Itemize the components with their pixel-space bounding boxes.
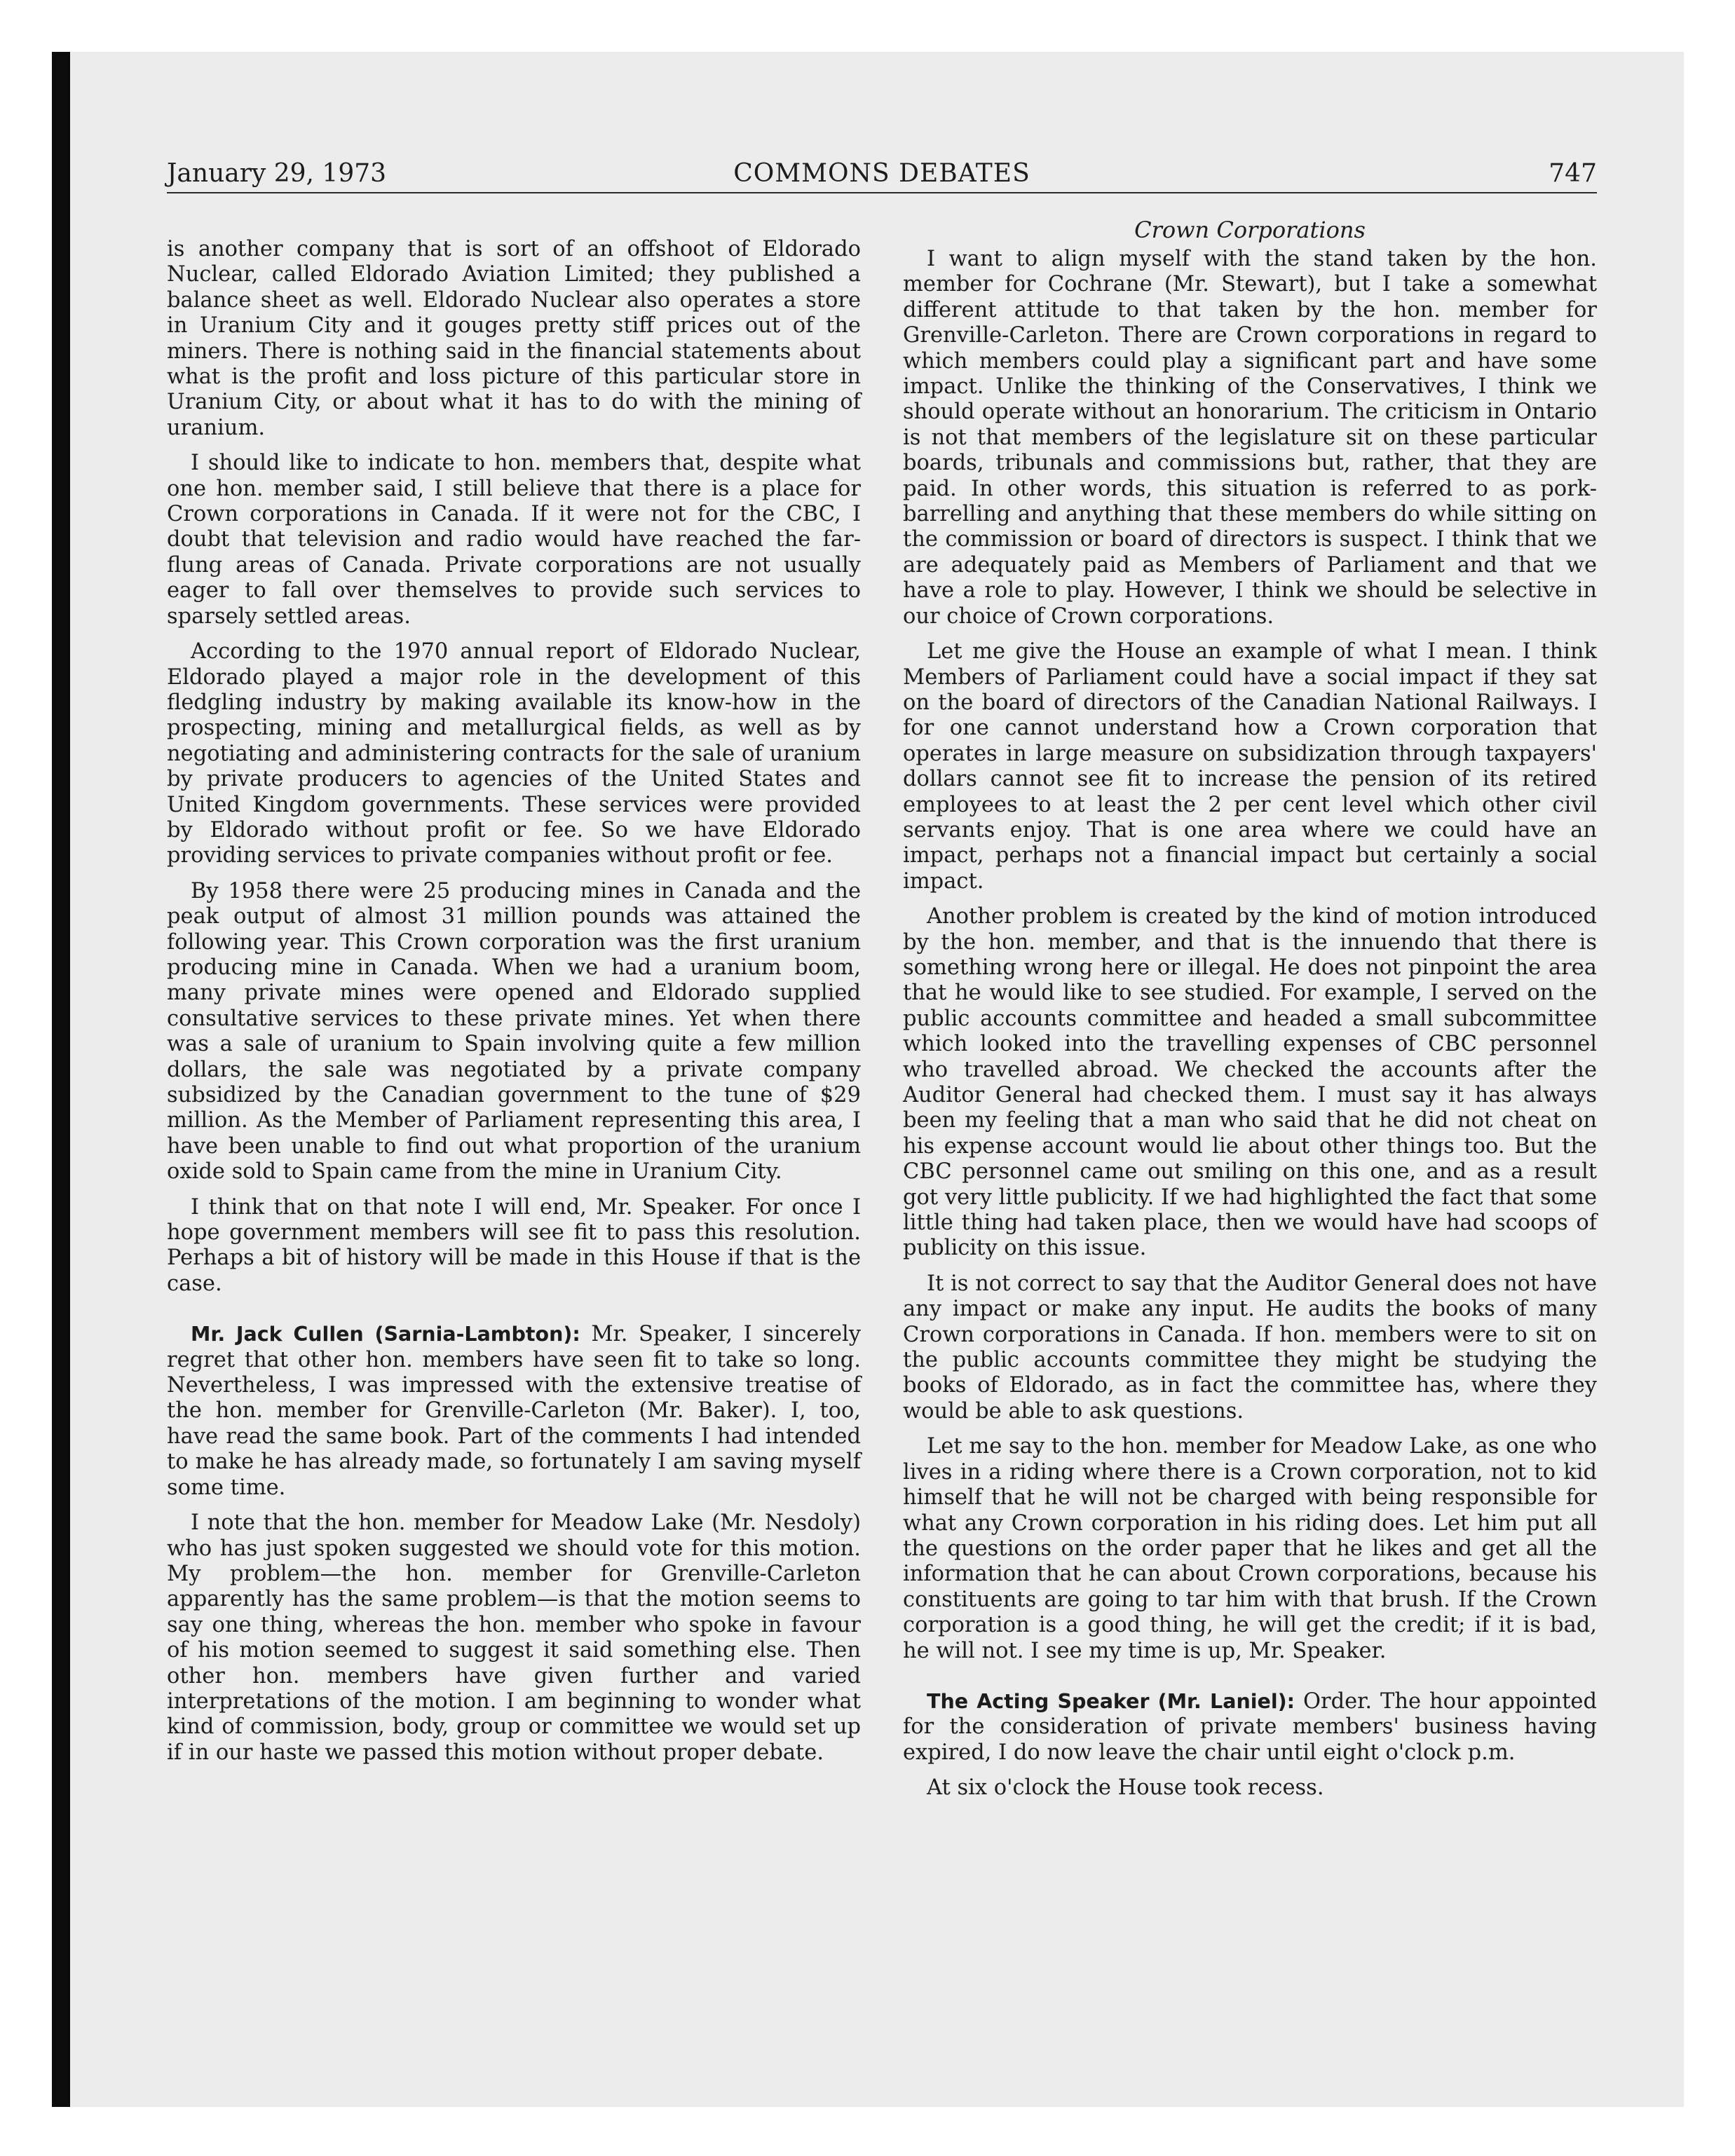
right-column (903, 216, 1597, 1811)
spacer (903, 1674, 1597, 1689)
speaker-name: The Acting Speaker (Mr. Laniel): (927, 1689, 1295, 1713)
speech-paragraph (903, 1689, 1597, 1766)
paragraph: Another problem is created by the kind of motion introduced by the hon. member, and that is the innuendo that there is something wrong here or illegal. He does not pinpoint the area that he would like to see studied. For example, I served on the public accounts committee and headed a small subcommittee which looked into the travelling expenses of CBC personnel who travelled abroad. We checked the accounts after the Auditor General had checked them. I must say it has always been my feeling that a man who said that he did not cheat on his expense account would lie about other things too. But the CBC personnel came out smiling on this one, and as a result got very little publicity. If we had highlighted the fact that some little thing had taken place, then we would have had scoops of publicity on this issue. (903, 904, 1597, 1261)
paragraph: It is not correct to say that the Auditor General does not have any impact or make any input. He audits the books of many Crown corporations in Canada. If hon. members were to sit on the public accounts committee they might be studying the books of Eldorado, as in fact the committee has, where they would be able to ask questions. (903, 1271, 1598, 1424)
header-title: COMMONS DEBATES (733, 159, 1030, 188)
paragraph: I should like to indicate to hon. members that, despite what one hon. member said, I still believe that there is a place for Crown corporations in Canada. If it were not for the CBC, I doubt that television and radio would have reached the far-flung areas of Canada. Private corporations are not usually eager to fall over themselves to provide such services to sparsely settled areas. (167, 451, 861, 629)
paragraph: By 1958 there were 25 producing mines in Canada and the peak output of almost 31 million pounds was attained the following year. This Crown corporation was the first uranium producing mine in Canada. When we had a uranium boom, many private mines were opened and Eldorado supplied consultative services to these private mines. Yet when there was a sale of uranium to Spain involving quite a few million dollars, the sale was negotiated by a private company subsidized by the Canadian government to the tune of $29 million. As the Member of Parliament representing this area, I have been unable to find out what proportion of the uranium oxide sold to Spain came from the mine in Uranium City. (167, 878, 861, 1185)
paragraph: Let me give the House an example of what I mean. I think Members of Parliament could have a social impact if they sat on the board of directors of the Canadian National Railways. I for one cannot understand how a Crown corporation that operates in large measure on subsidization through taxpayers' dollars cannot see fit to increase the pension of its retired employees to at least the 2 per cent level which other civil servants enjoy. That is one area where we could have an impact, perhaps not a financial impact but certainly a social impact. (903, 639, 1597, 894)
scan-binding-edge (52, 52, 70, 2107)
section-title: Crown Corporations (1134, 217, 1366, 243)
paragraph: I think that on that note I will end, Mr. Speaker. For once I hope government members will see fit to pass this resolution. Perhaps a bit of history will be made in this House if that is the case. (167, 1194, 861, 1296)
document-page (167, 160, 1597, 1996)
speech-text: Order. The hour appointed for the consideration of private members' business having expired, I do now leave the chair until eight o'clock p.m. (903, 1688, 1597, 1765)
page-number: 747 (1549, 159, 1597, 188)
spacer (167, 1306, 861, 1322)
left-column (167, 237, 861, 1775)
recess-line: At six o'clock the House took recess. (927, 1775, 1324, 1801)
page-header (167, 160, 1597, 193)
speaker-name: Mr. Jack Cullen (Sarnia-Lambton): (191, 1323, 580, 1346)
paragraph: is another company that is sort of an offshoot of Eldorado Nuclear, called Eldorado Aviation Limited; they published a balance sheet as well. Eldorado Nuclear also operates a store in Uranium City and it gouges pretty stiff prices out of the miners. There is nothing said in the financial statements about what is the profit and loss picture of this particular store in Uranium City, or about what it has to do with the mining of uranium. (167, 237, 861, 440)
paragraph: According to the 1970 annual report of Eldorado Nuclear, Eldorado played a major role in the development of this fledgling industry by making available its know-how in the prospecting, mining and metallurgical fields, as well as by negotiating and administering contracts for the sale of uranium by private producers to agencies of the United States and United Kingdom governments. These services were provided by Eldorado without profit or fee. So we have Eldorado providing services to private companies without profit or fee. (167, 639, 861, 868)
paragraph: Let me say to the hon. member for Meadow Lake, as one who lives in a riding where there is a Crown corporation, not to kid himself that he will not be charged with being responsible for what any Crown corporation in his riding does. Let him put all the questions on the order paper that he likes and get all the information that he can about Crown corporations, because his constituents are going to tar him with that brush. If the Crown corporation is a good thing, he will get the credit; if it is bad, he will not. I see my time is up, Mr. Speaker. (903, 1434, 1597, 1663)
text-columns (167, 216, 1597, 1996)
header-date: January 29, 1973 (167, 159, 387, 188)
speech-text: Mr. Speaker, I sincerely regret that other hon. members have seen fit to take so long. Nevertheless, I was impressed with the extensive treatise of the hon. member for Grenville-Carleton (Mr. Baker). I, too, have read the same book. Part of the comments I had intended to make he has already made, so fortunately I am saving myself some time. (167, 1322, 861, 1500)
paragraph: I want to align myself with the stand taken by the hon. member for Cochrane (Mr. Stewart), but I take a somewhat different attitude to that taken by the hon. member for Grenville-Carleton. There are Crown corporations in regard to which members could play a significant part and have some impact. Unlike the thinking of the Conservatives, I think we should operate without an honorarium. The criticism in Ontario is not that members of the legislature sit on these particular boards, tribunals and commissions but, rather, that they are paid. In other words, this situation is referred to as pork-barrelling and anything that these members do while sitting on the commission or board of directors is suspect. I think that we are adequately paid as Members of Parliament and that we have a role to play. However, I think we should be selective in our choice of Crown corporations. (903, 247, 1597, 629)
paragraph: I note that the hon. member for Meadow Lake (Mr. Nesdoly) who has just spoken suggested we should vote for this motion. My problem—the hon. member for Grenville-Carleton apparently has the same problem—is that the motion seems to say one thing, whereas the hon. member who spoke in favour of his motion seemed to suggest it said something else. Then other hon. members have given further and varied interpretations of the motion. I am beginning to wonder what kind of commission, body, group or committee we would set up if in our haste we passed this motion without proper debate. (167, 1510, 861, 1765)
speech-paragraph (167, 1322, 861, 1501)
